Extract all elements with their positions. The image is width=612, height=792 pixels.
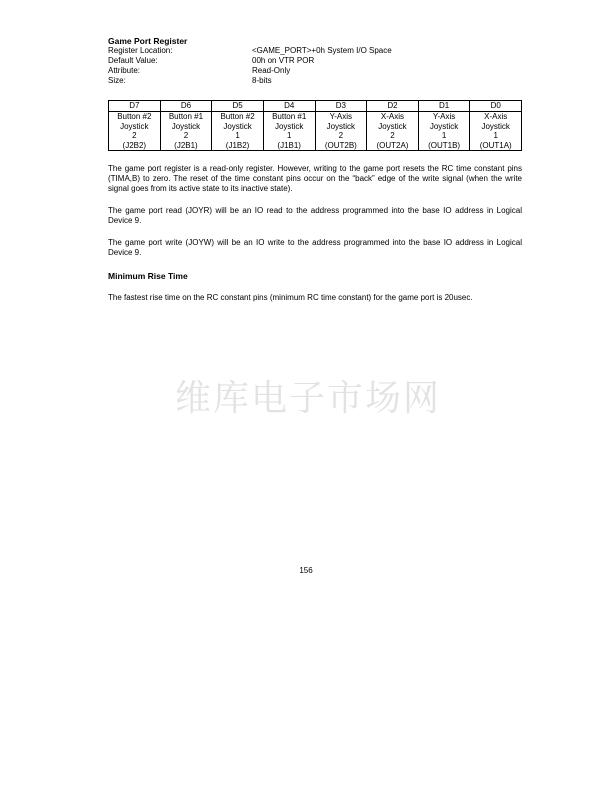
cell-line: 1	[441, 131, 447, 140]
paragraph-game-port-read: The game port read (JOYR) will be an IO read to the address programmed into the base IO address in Logical Device 9.	[108, 206, 522, 225]
bit-cell-d2	[367, 112, 419, 151]
cell-line: Joystick	[171, 121, 201, 131]
watermark-text: 维库电子市场网	[175, 378, 442, 419]
property-label: Size:	[108, 76, 126, 85]
cell-line: X-Axis	[484, 112, 508, 121]
cell-line: (J2B2)	[122, 140, 147, 150]
cell-line: Joystick	[481, 121, 510, 131]
bit-header: D2	[367, 101, 419, 112]
cell-line: Y-Axis	[329, 112, 352, 121]
cell-line: Joystick	[274, 121, 304, 131]
cell-line: Joystick	[326, 121, 356, 131]
property-label: Attribute:	[108, 66, 141, 75]
cell-line: (J1B1)	[277, 140, 301, 150]
cell-line: (OUT2B)	[324, 140, 357, 150]
bit-cell-d1	[418, 112, 470, 151]
cell-line: Button #2	[117, 112, 152, 121]
section-heading-rise-time: Minimum Rise Time	[108, 271, 188, 281]
bit-cell-d4	[263, 112, 315, 151]
property-value: <GAME_PORT>+0h System I/O Space	[252, 46, 392, 55]
bit-cell-d5	[212, 112, 264, 151]
cell-line: 1	[493, 131, 498, 140]
page-number: 156	[299, 566, 313, 575]
cell-line: Button #1	[168, 112, 204, 121]
cell-line: Joystick	[378, 121, 407, 131]
property-row-attribute	[108, 66, 522, 76]
cell-line: 2	[183, 131, 189, 140]
cell-line: (OUT1A)	[479, 140, 512, 150]
property-label: Register Location:	[108, 46, 173, 55]
document-page	[108, 36, 522, 302]
paragraph-game-port-write: The game port write (JOYW) will be an IO write to the address programmed into the base IO address in Logical Device 9.	[108, 238, 522, 257]
cell-line: 2	[338, 131, 344, 140]
bit-header: D4	[263, 101, 315, 112]
cell-line: (J1B2)	[225, 140, 250, 150]
bit-description-row	[109, 112, 522, 151]
bit-header: D3	[315, 101, 367, 112]
paragraph-register-description: The game port register is a read-only register. However, writing to the game port resets the RC time constant pins (TIMA,B) to zero. The reset of the time constant pins occur on the “back” edge of the write signal (when the write signal goes from its active state to its inactive state).	[108, 164, 522, 193]
cell-line: 2	[132, 131, 137, 140]
bit-cell-d7	[109, 112, 161, 151]
property-value: 00h on VTR POR	[252, 56, 315, 65]
cell-line: 1	[286, 131, 292, 140]
cell-line: 1	[235, 131, 240, 140]
cell-line: (OUT2A)	[376, 140, 409, 150]
cell-line: Y-Axis	[432, 112, 456, 121]
cell-line: X-Axis	[380, 112, 404, 121]
bit-cell-d0	[470, 112, 522, 151]
register-properties	[108, 46, 522, 86]
bit-header: D6	[160, 101, 212, 112]
bit-header: D5	[212, 101, 264, 112]
bit-cell-d6	[160, 112, 212, 151]
bit-header-row	[109, 101, 522, 112]
bit-header: D1	[418, 101, 470, 112]
property-row-location	[108, 46, 522, 56]
property-label: Default Value:	[108, 56, 158, 65]
bit-cell-d3	[315, 112, 367, 151]
cell-line: (OUT1B)	[428, 140, 461, 150]
cell-line: Joystick	[223, 121, 252, 131]
property-value: 8-bits	[252, 76, 272, 85]
property-row-default	[108, 56, 522, 66]
cell-line: (J2B1)	[174, 140, 198, 150]
bit-table	[108, 100, 522, 151]
bit-header: D0	[470, 101, 522, 112]
cell-line: Joystick	[120, 121, 149, 131]
cell-line: 2	[390, 131, 395, 140]
paragraph-rise-time: The fastest rise time on the RC constant pins (minimum RC time constant) for the game port is 20usec.	[108, 293, 473, 302]
cell-line: Button #1	[272, 112, 307, 121]
cell-line: Button #2	[220, 112, 255, 121]
bit-header: D7	[109, 101, 161, 112]
property-row-size	[108, 76, 522, 86]
cell-line: Joystick	[429, 121, 459, 131]
property-value: Read-Only	[252, 66, 291, 75]
section-title: Game Port Register	[108, 36, 188, 46]
